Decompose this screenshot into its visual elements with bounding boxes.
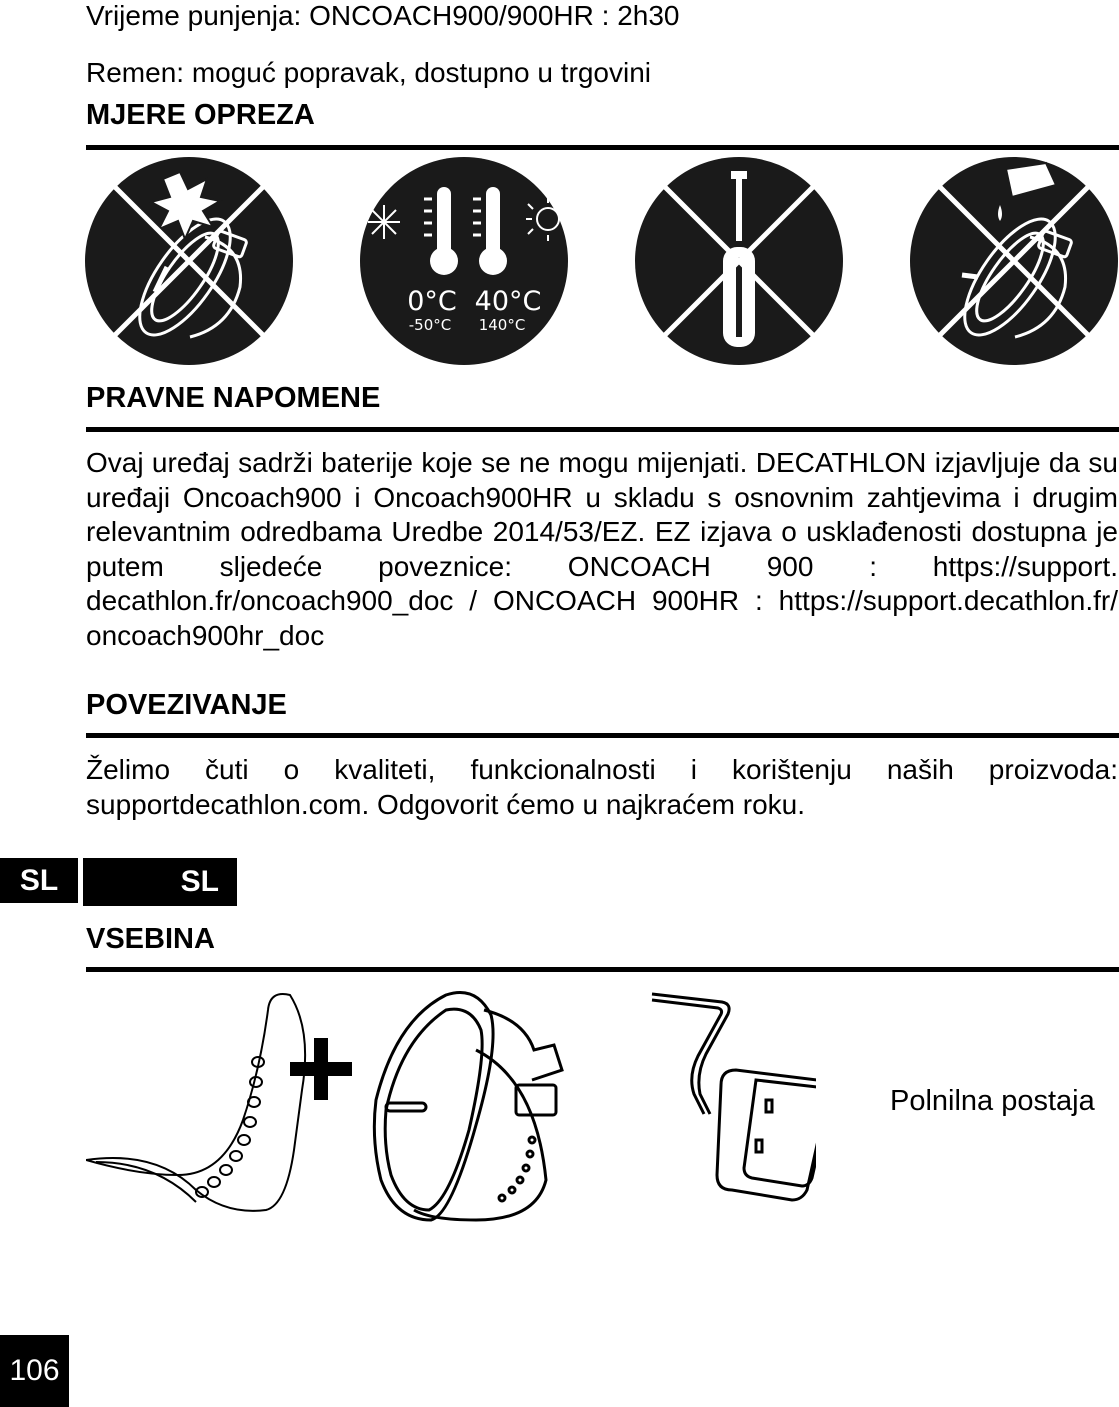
precautions-heading: MJERE OPREZA [86, 99, 315, 131]
charger-label: Polnilna postaja [890, 1085, 1095, 1117]
strap-line: Remen: moguć popravak, dostupno u trgovini [86, 57, 651, 88]
language-side-tab: SL [0, 858, 78, 903]
charging-station-icon [652, 994, 816, 1200]
legal-heading: PRAVNE NAPOMENE [86, 382, 381, 414]
page-number: 106 [0, 1335, 69, 1407]
temp-high-label: 40°C [474, 286, 542, 317]
legal-rule [86, 427, 1119, 432]
legal-text: Ovaj uređaj sadrži baterije koje se ne mogu mijenjati. DECATHLON izjavljuje da su uređaji Oncoach900 i Oncoach900HR u skladu s osnovnim zahtjevima i drugim relevantnim odredbama Uredbe 2014/53/EZ. EZ izjava o usklađenosti dostupna je putem sljedeće poveznice: ONCOACH 900 : https://support. decathlon.fr/oncoach900_doc / ONCOACH 900HR : https://support.decathlon.fr/ oncoach900hr_doc [86, 447, 1118, 651]
temp-high-f-label: 140°C [478, 316, 526, 334]
language-section-tab: SL [83, 858, 237, 906]
connect-rule [86, 733, 1119, 738]
connect-heading: POVEZIVANJE [86, 689, 287, 721]
contents-heading: VSEBINA [86, 923, 215, 955]
plus-icon [290, 1038, 352, 1100]
contents-illustration [86, 990, 816, 1230]
contents-rule [86, 967, 1119, 972]
no-chemicals-icon [910, 157, 1118, 365]
temp-low-f-label: -50°C [408, 316, 452, 334]
no-impact-icon [85, 157, 293, 365]
connect-text: Želimo čuti o kvaliteti, funkcionalnosti i korištenju naših proizvoda: supportdecathlon.com. Odgovorit ćemo u najkraćem roku. [86, 754, 1118, 820]
precautions-rule [86, 145, 1119, 150]
temperature-range-icon [360, 157, 568, 365]
temp-low-label: 0°C [407, 286, 457, 317]
no-disassembly-icon [635, 157, 843, 365]
tracker-band-icon [374, 993, 562, 1221]
charging-time-line: Vrijeme punjenja: ONCOACH900/900HR : 2h30 [86, 0, 680, 31]
loose-strap-icon [86, 994, 305, 1211]
